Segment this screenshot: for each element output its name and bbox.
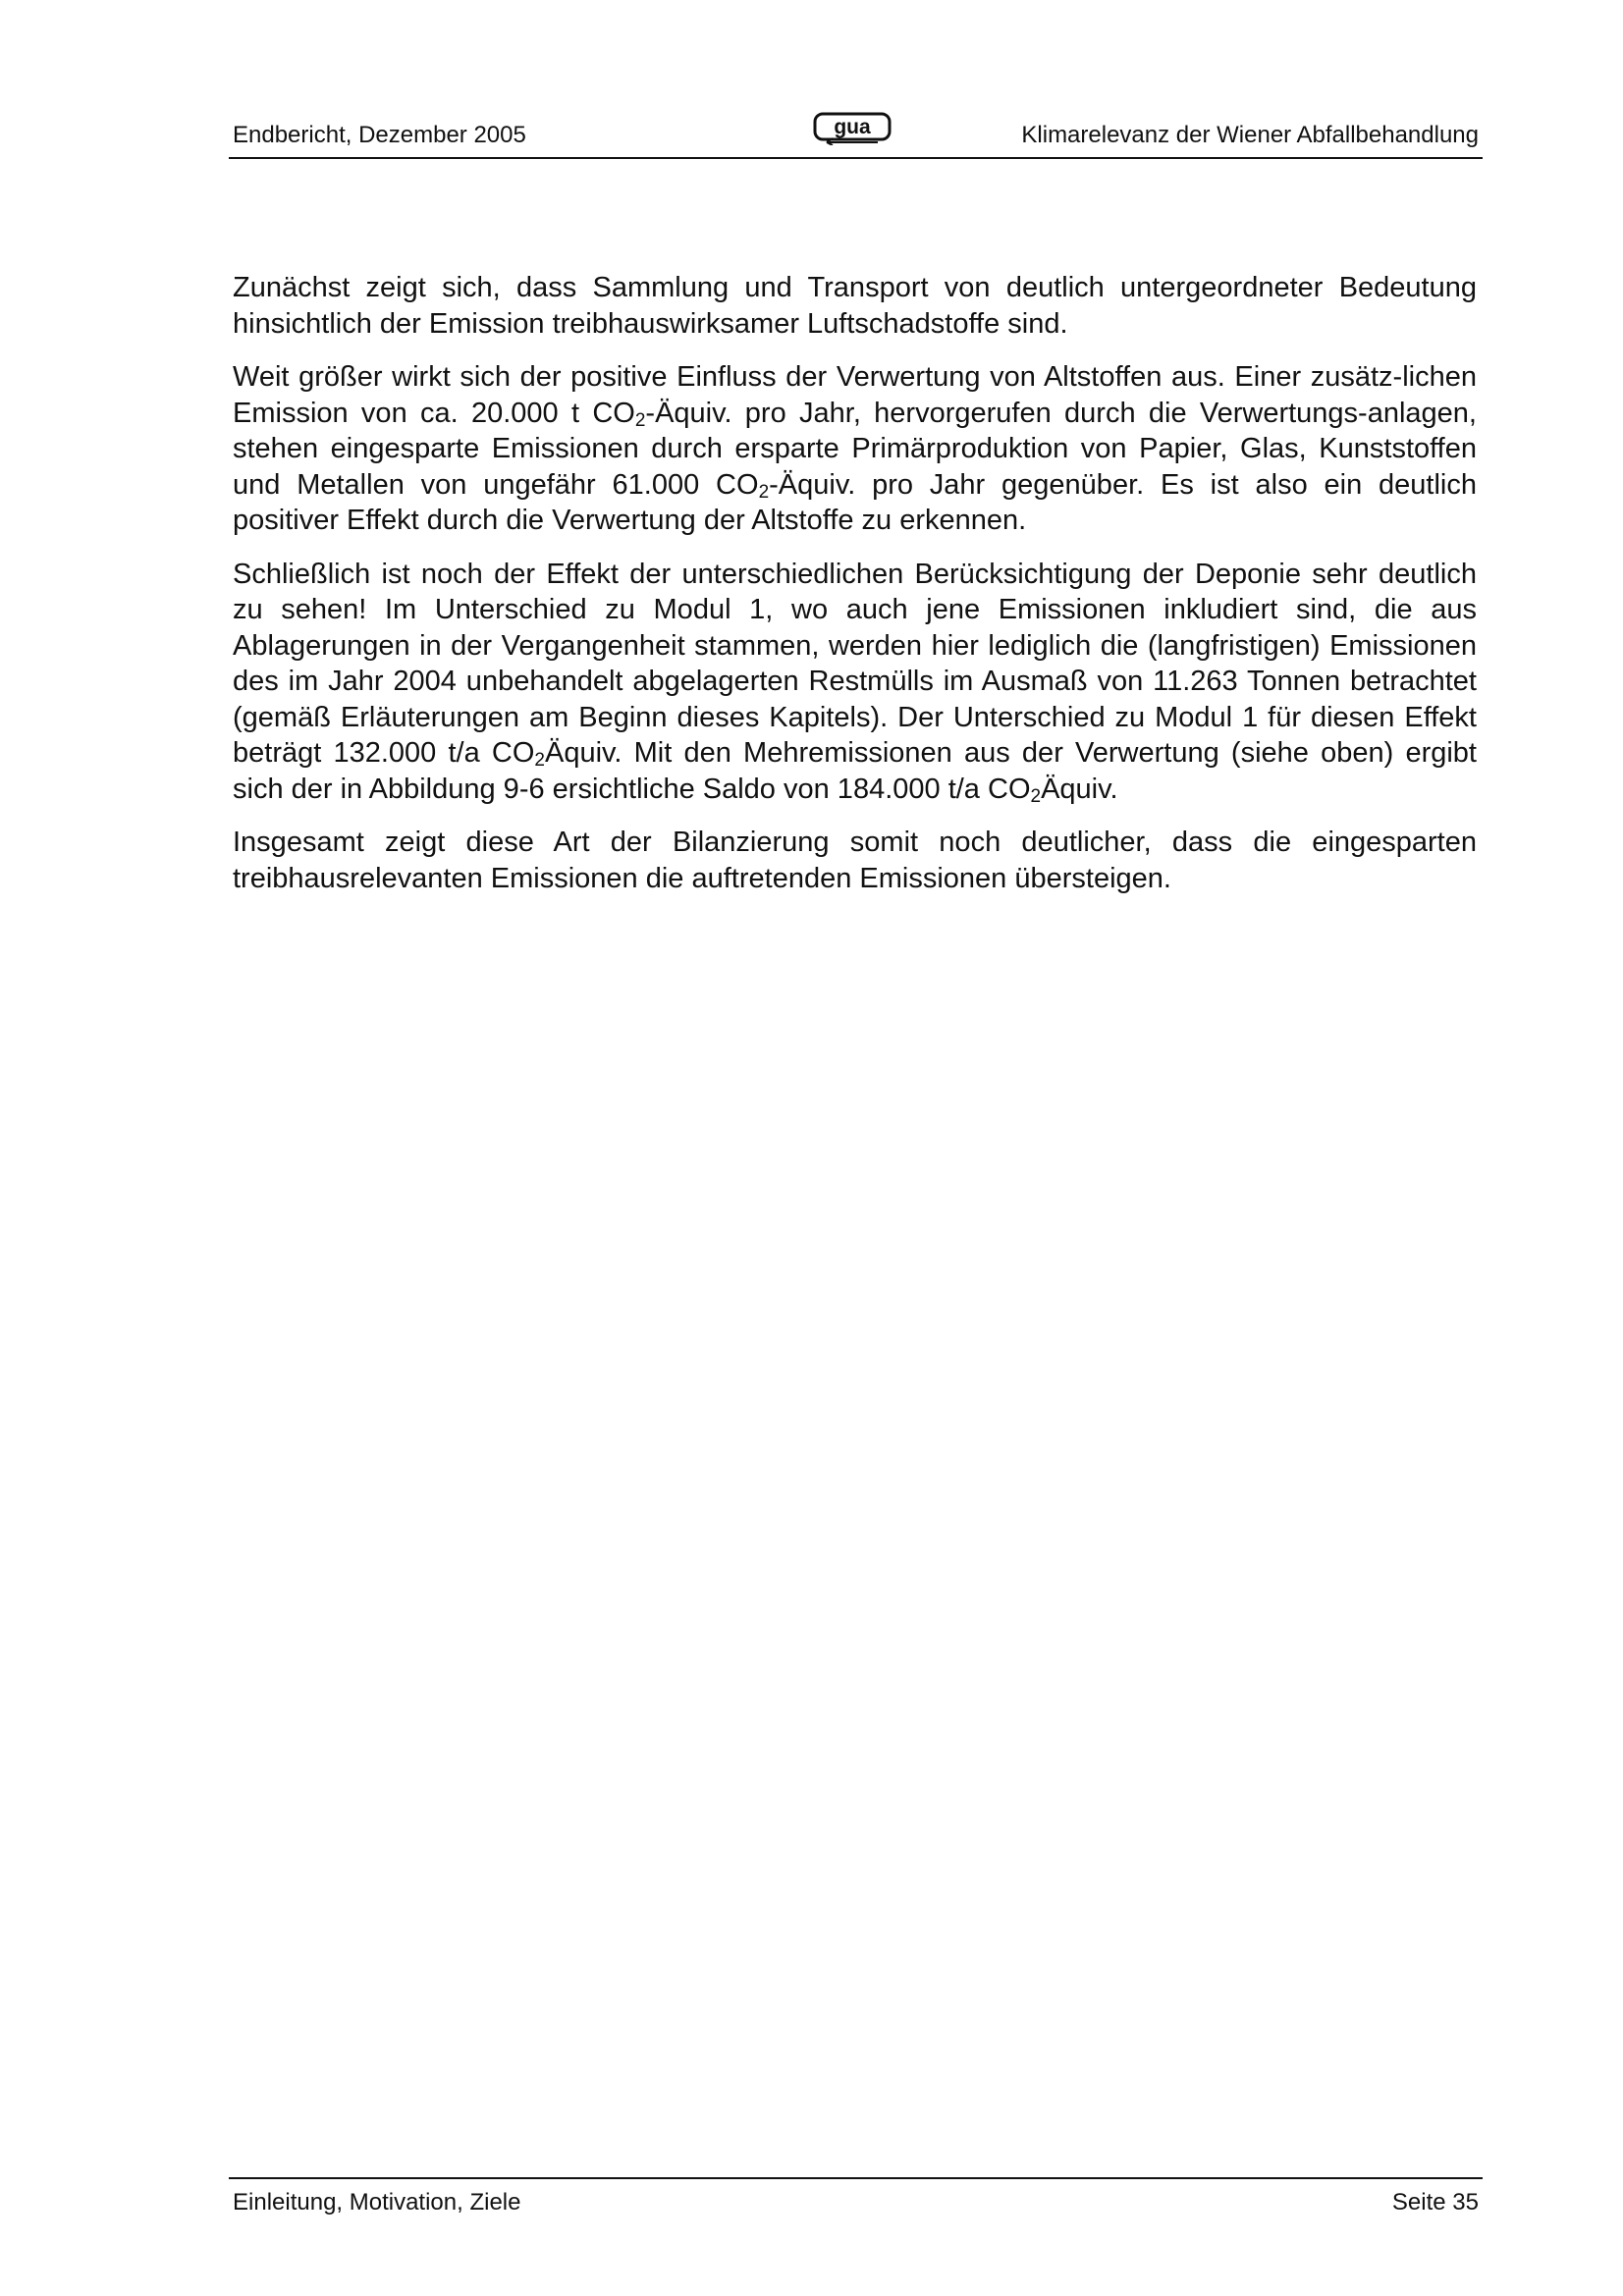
co2-subscript: 2 — [534, 750, 545, 771]
paragraph-conclusion: Insgesamt zeigt diese Art der Bilanzierung somit noch deutlicher, dass die eingesparten treibhausrelevanten Emissionen die auftretenden Emissionen übersteigen. — [233, 827, 1477, 894]
co2-subscript: 2 — [634, 409, 646, 431]
paragraph-landfill-text-3: Äquiv. — [1041, 773, 1118, 805]
header-report-title: Klimarelevanz der Wiener Abfallbehandlung — [1021, 122, 1479, 148]
gua-logo-text: gua — [834, 116, 871, 138]
paragraph-collection-transport: Zunächst zeigt sich, dass Sammlung und Transport von deutlich untergeordneter Bedeutung hinsichtlich der Emission treibhauswirksamer Luftschadstoffe sind. — [233, 272, 1477, 340]
paragraph-landfill-text-1: Schließlich ist noch der Effekt der unterschiedlichen Berücksichtigung der Deponie sehr deutlich zu sehen! Im Unterschied zu Modul 1, wo auch jene Emissionen inkludiert sind, die aus Ablagerungen in der Vergangenheit stammen, werden hier lediglich die (langfristigen) Emissionen des im Jahr 2004 unbehandelt abgelagerten Restmülls im Ausmaß von 11.263 Tonnen betrachtet (gemäß Erläuterungen am Beginn dieses Kapitels). Der Unterschied zu Modul 1 für diesen Effekt beträgt 132.000 t/a CO — [233, 558, 1477, 769]
paragraph-recycling-text-1: Weit größer wirkt sich der positive Einfluss der Verwertung von Altstoffen aus. Einer zusätz-lichen Emission von ca. 20.000 t CO — [233, 361, 1477, 429]
gua-logo-icon — [813, 112, 892, 145]
paragraph-landfill-effect — [233, 557, 1477, 808]
footer-chapter-title: Einleitung, Motivation, Ziele — [233, 2189, 521, 2216]
paragraph-recycling-effect — [233, 359, 1477, 539]
paragraph-landfill-text-2: Äquiv. Mit den Mehremissionen aus der Verwertung (siehe oben) ergibt sich der in Abbildung 9-6 ersichtliche Saldo von 184.000 t/a CO — [233, 737, 1477, 805]
gua-logo — [813, 112, 892, 145]
page-footer — [229, 2177, 1483, 2218]
paragraph-recycling-text-2: -Äquiv. pro Jahr, hervorgerufen durch die Verwertungs-anlagen, stehen eingesparte Emissionen durch ersparte Primärproduktion von Papier, Glas, Kunststoffen und Metallen von ungefähr 61.000 CO — [233, 397, 1477, 501]
main-content — [233, 270, 1477, 914]
paragraph-recycling-text-3: -Äquiv. pro Jahr gegenüber. Es ist also ein deutlich positiver Effekt durch die Verwertung der Altstoffe zu erkennen. — [233, 468, 1477, 536]
co2-subscript: 2 — [1030, 785, 1042, 807]
page-header — [229, 110, 1483, 159]
footer-page-number: Seite 35 — [1391, 2189, 1479, 2216]
co2-subscript: 2 — [758, 481, 770, 503]
header-report-date: Endbericht, Dezember 2005 — [233, 122, 526, 148]
